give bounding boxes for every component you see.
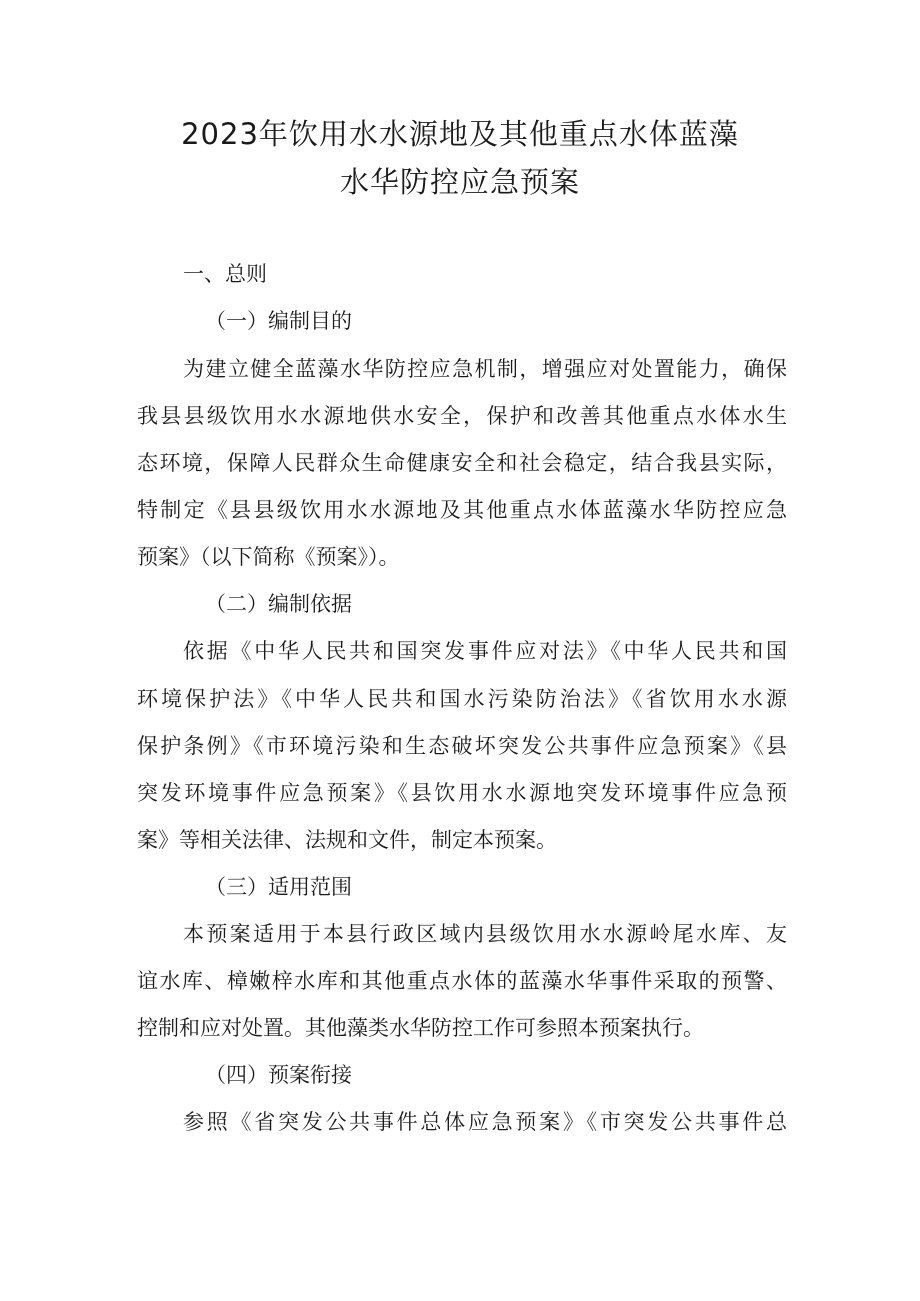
paragraph-line: 我县县级饮用水水源地供水安全，保护和改善其他重点水体水生 bbox=[137, 404, 787, 428]
section-heading-general: 一、总则 bbox=[183, 262, 267, 286]
subsection-heading-linkage: （四）预案衔接 bbox=[205, 1063, 352, 1087]
paragraph-line: 为建立健全蓝藻水华防控应急机制，增强应对处置能力，确保 bbox=[183, 357, 787, 381]
paragraph-line: 本预案适用于本县行政区域内县级饮用水水源岭尾水库、友 bbox=[183, 922, 787, 946]
document-title-line-2: 水华防控应急预案 bbox=[339, 165, 580, 199]
paragraph-line: 保护条例》《市环境污染和生态破坏突发公共事件应急预案》《县 bbox=[137, 734, 787, 758]
subsection-heading-basis: （二）编制依据 bbox=[205, 592, 352, 616]
subsection-heading-purpose: （一）编制目的 bbox=[205, 309, 352, 333]
paragraph-line: 特制定《县县级饮用水水源地及其他重点水体蓝藻水华防控应急 bbox=[137, 498, 787, 522]
paragraph-line: 控制和应对处置。其他藻类水华防控工作可参照本预案执行。 bbox=[137, 1016, 704, 1040]
paragraph-line: 环境保护法》《中华人民共和国水污染防治法》《省饮用水水源 bbox=[137, 687, 787, 711]
paragraph-line: 谊水库、樟嫩梓水库和其他重点水体的蓝藻水华事件采取的预警、 bbox=[137, 969, 787, 993]
paragraph-line: 突发环境事件应急预案》《县饮用水水源地突发环境事件应急预 bbox=[137, 781, 787, 805]
paragraph-line: 预案》（以下简称《预案》）。 bbox=[137, 545, 400, 569]
subsection-heading-scope: （三）适用范围 bbox=[205, 875, 352, 899]
paragraph-line: 案》等相关法律、法规和文件，制定本预案。 bbox=[137, 828, 557, 852]
document-title-line-1: 2023年饮用水水源地及其他重点水体蓝藻 bbox=[181, 117, 739, 151]
paragraph-line: 依据《中华人民共和国突发事件应对法》《中华人民共和国 bbox=[183, 639, 787, 663]
paragraph-line: 态环境，保障人民群众生命健康安全和社会稳定，结合我县实际， bbox=[137, 451, 787, 475]
paragraph-line: 参照《省突发公共事件总体应急预案》《市突发公共事件总 bbox=[183, 1110, 787, 1134]
